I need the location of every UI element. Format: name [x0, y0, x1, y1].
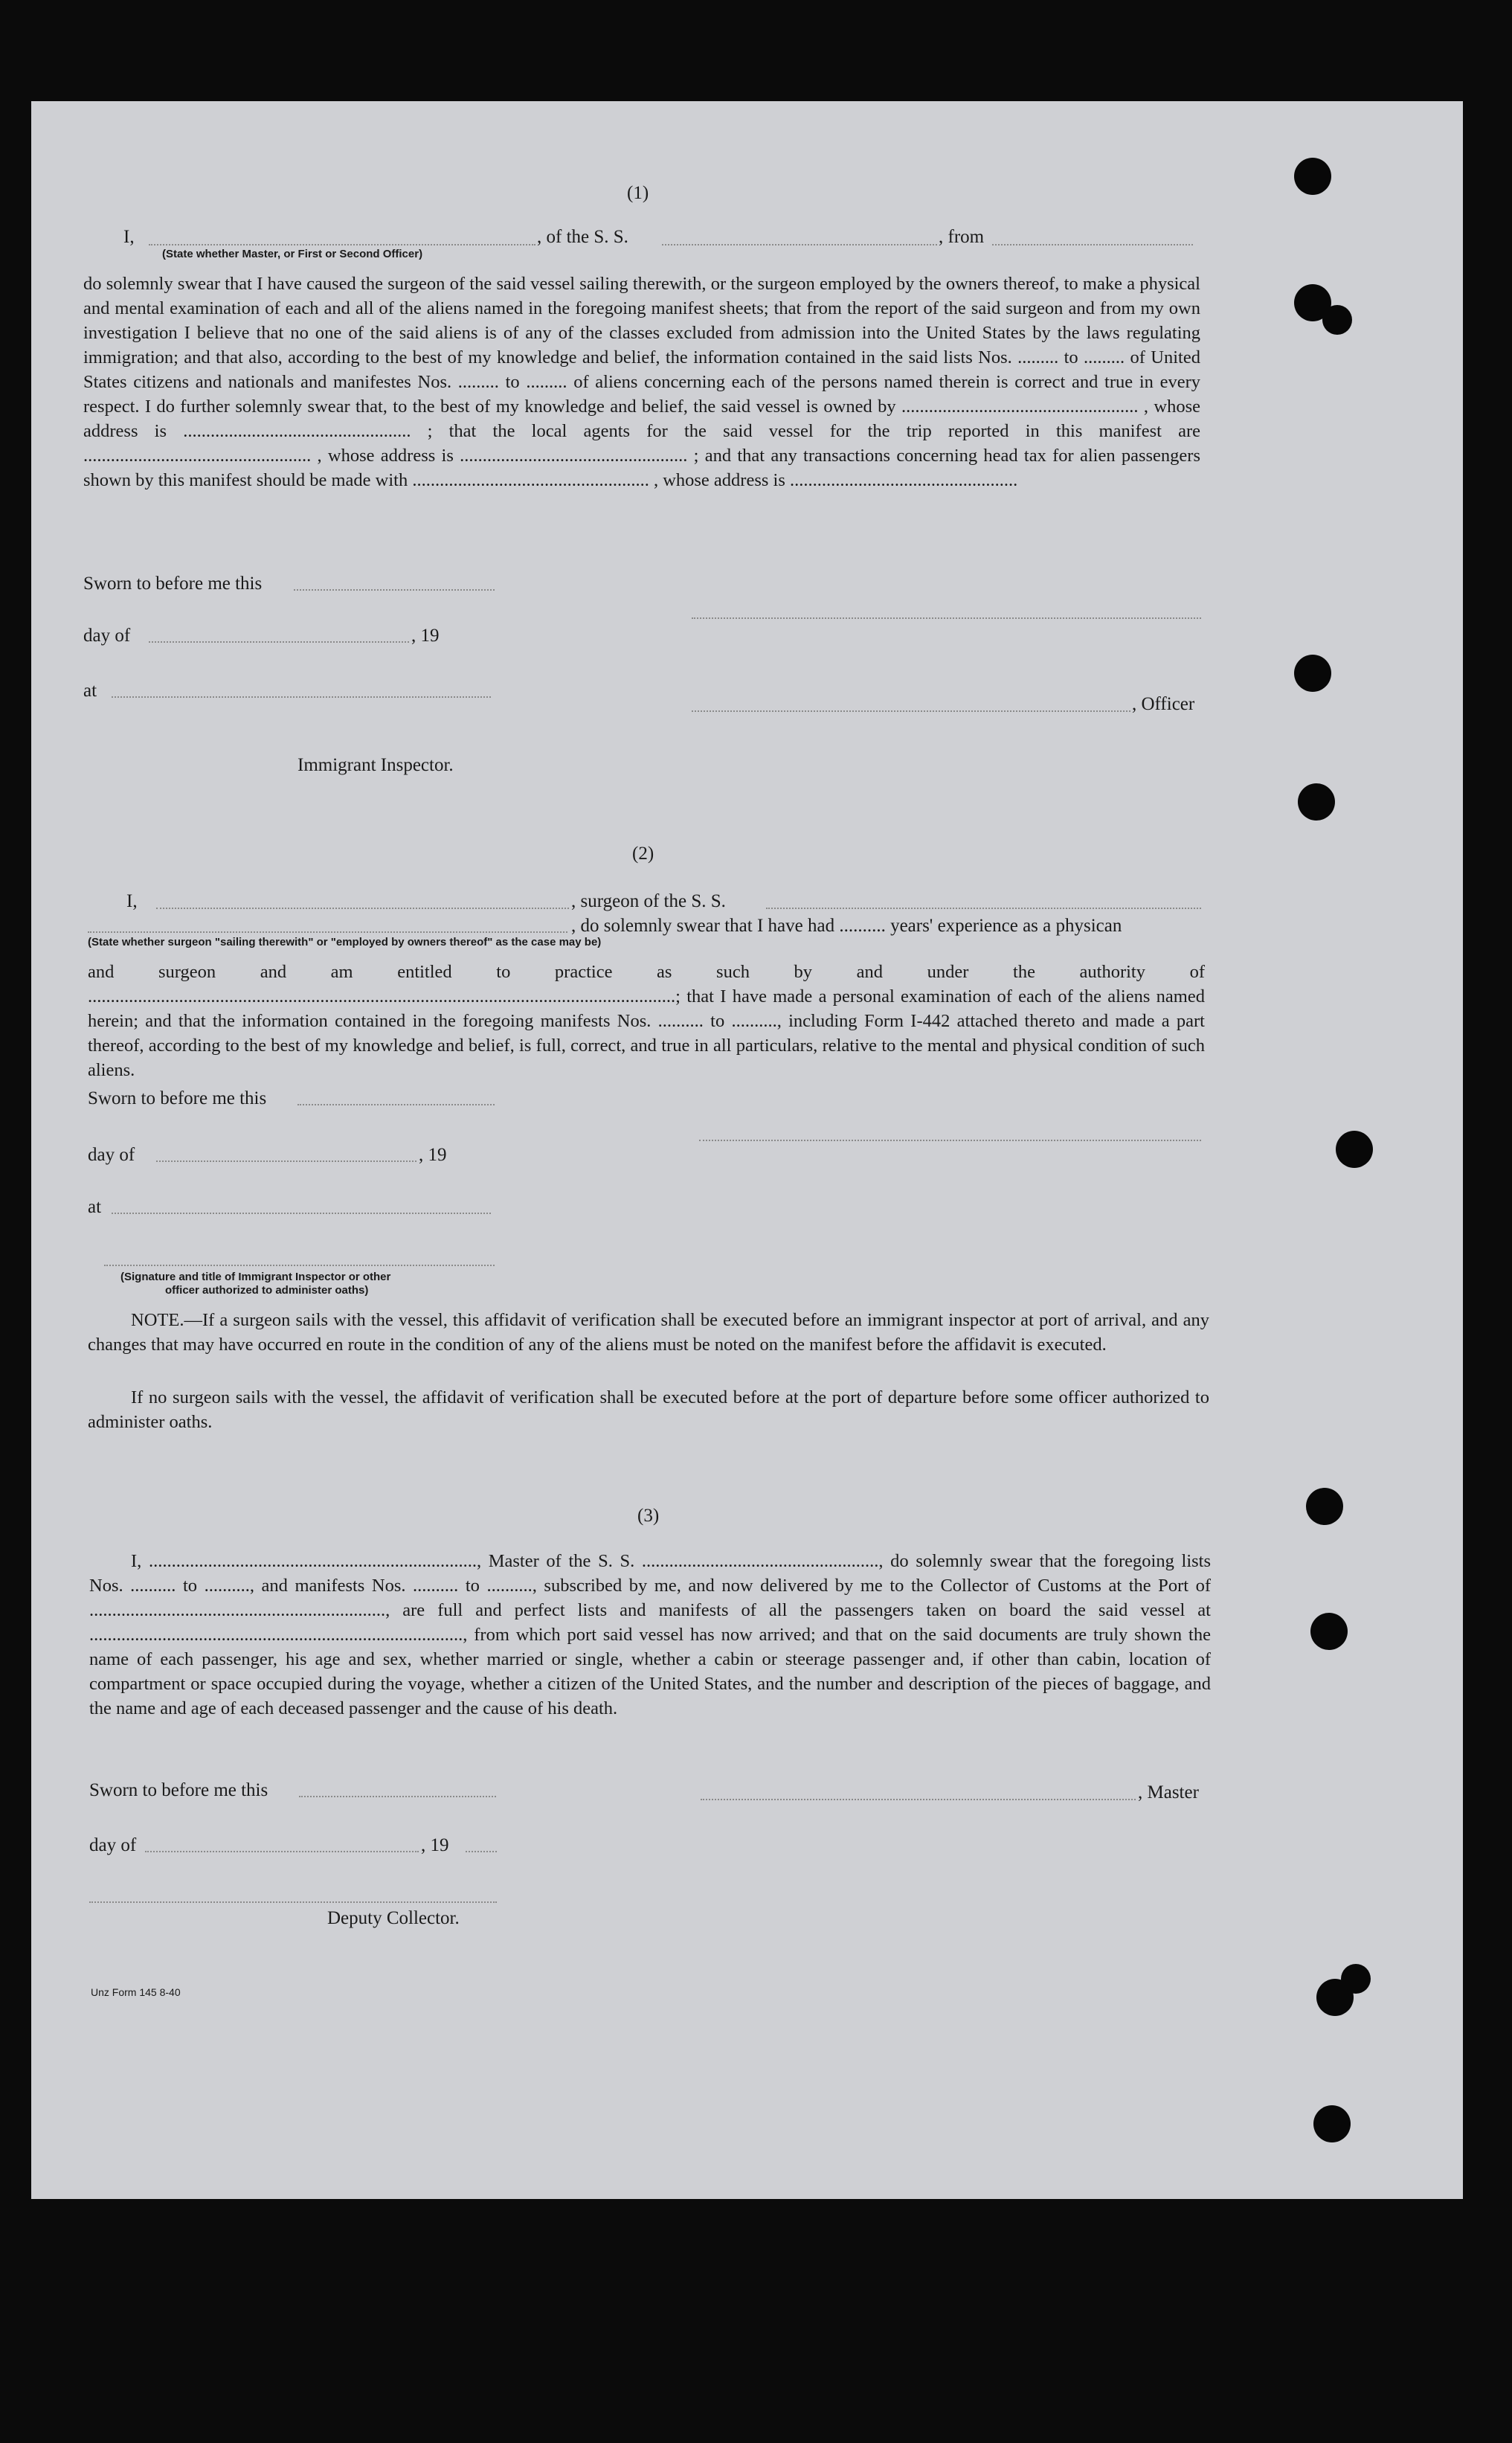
- sworn-label: Sworn to before me this: [83, 574, 263, 594]
- surgeon-name-field[interactable]: [156, 908, 569, 909]
- section-3-heading: (3): [637, 1506, 660, 1526]
- surgeon-experience-line: , do solemnly swear that I have had .......... years' experience as a physican: [571, 916, 1122, 936]
- signature-caption-2: officer authorized to administer oaths): [165, 1284, 369, 1297]
- surgeon-at-field[interactable]: [112, 1213, 491, 1214]
- surgeon-vessel-label: , surgeon of the S. S.: [571, 891, 726, 911]
- surgeon-oath-start: I,: [126, 891, 138, 911]
- section-1-paragraph: do solemnly swear that I have caused the surgeon of the said vessel sailing therewith, or the surgeon employed by the owners thereof, to make a physical and mental examination of each and all of the aliens named in the foregoing manifest sheets; that from the report of the said surgeon and from my own investigation I believe that no one of the said aliens is of any of the classes excluded from admission into the United States by the laws regulating immigration; and that also, according to the best of my knowledge and belief, the information contained in the said lists Nos. ......... to ......... of United States citizens and nationals and manifestes Nos. ......... to ......... of aliens concerning each of the persons named therein is correct and true in every respect. I do further solemnly swear that, to the best of my knowledge and belief, the said vessel is owned by .................................................... , whose address is .................................................. ; that the local agents for the said vessel for the trip reported in this manifest are .................................................. , whose address is .................................................. ; and that any transactions concerning head tax for alien passengers shown by this manifest should be made with .................................................... , whose address is ..................................................: [83, 274, 1200, 490]
- master-sworn-label: Sworn to before me this: [89, 1780, 268, 1800]
- master-signature-field[interactable]: [701, 1799, 1136, 1800]
- surgeon-day-of-label: day of: [88, 1145, 135, 1165]
- section-2-heading: (2): [632, 844, 654, 864]
- punch-hole: [1322, 305, 1352, 335]
- punch-hole: [1313, 2105, 1351, 2142]
- day-of-label: day of: [83, 626, 131, 646]
- year-label: , 19: [411, 626, 440, 646]
- punch-hole: [1306, 1488, 1343, 1525]
- surgeon-day-of-field[interactable]: [156, 1160, 416, 1162]
- at-field[interactable]: [112, 696, 491, 698]
- master-day-of-label: day of: [89, 1835, 137, 1855]
- master-day-of-field[interactable]: [145, 1851, 419, 1852]
- officer-label: , Officer: [1132, 694, 1195, 714]
- punch-hole: [1294, 655, 1331, 692]
- surgeon-sworn-label: Sworn to before me this: [88, 1088, 267, 1108]
- surgeon-type-field[interactable]: [88, 931, 567, 933]
- sworn-date-field[interactable]: [294, 589, 495, 591]
- immigrant-inspector-label: Immigrant Inspector.: [297, 755, 454, 775]
- surgeon-sworn-field[interactable]: [297, 1104, 495, 1105]
- master-label: , Master: [1138, 1782, 1199, 1802]
- surgeon-signature-field[interactable]: [699, 1140, 1201, 1141]
- punch-hole: [1310, 1613, 1348, 1650]
- section-3-paragraph: I, ........................................................................, Master of the S. S. ...................................................., do solemnly swear that the foregoing lists Nos. .......... to .........., and manifests Nos. .......... to .........., subscribed by me, and now delivered by me to the Collector of Customs at the Port of ................................................................., are full and perfect lists and manifests of all the passengers taken on board the said vessel at .................................................................................., from which port said vessel has now arrived; and that on the said documents are truly shown the name of each passenger, his age and sex, whether married or single, whether a cabin or steerage passenger and, if other than cabin, location of compartment or space occupied during the voyage, whether a citizen of the United States, and the number and description of the pieces of baggage, and the name and age of each deceased passenger and the cause of his death.: [89, 1551, 1211, 1718]
- inspector-signature-field[interactable]: [104, 1265, 495, 1266]
- surgeon-caption: (State whether surgeon "sailing therewith" or "employed by owners thereof" as the case may be): [88, 936, 602, 948]
- note-paragraph-2: If no surgeon sails with the vessel, the affidavit of verification shall be executed before at the port of departure before some officer authorized to administer oaths.: [88, 1387, 1209, 1432]
- section-2-paragraph: and surgeon and am entitled to practice as such by and under the authority of .................................................................................................................................; that I have made a personal examination of each of the aliens named herein; and that the information contained in the foregoing manifests Nos. .......... to .........., including Form I-442 attached thereto and made a part thereof, according to the best of my knowledge and belief, is full, correct, and true in all particulars, relative to the mental and physical condition of such aliens.: [88, 962, 1205, 1080]
- master-sworn-field[interactable]: [299, 1796, 496, 1797]
- punch-hole: [1341, 1964, 1371, 1994]
- deputy-signature-field[interactable]: [89, 1901, 497, 1903]
- officer-name-field[interactable]: [149, 244, 535, 245]
- vessel-name-field[interactable]: [662, 244, 937, 245]
- signature-caption-1: (Signature and title of Immigrant Inspector or other: [120, 1271, 391, 1283]
- vessel-label: , of the S. S.: [537, 227, 628, 247]
- master-year-label: , 19: [421, 1835, 449, 1855]
- officer-caption: (State whether Master, or First or Second Officer): [162, 248, 423, 260]
- from-port-field[interactable]: [992, 244, 1193, 245]
- note-paragraph-1: NOTE.—If a surgeon sails with the vessel, this affidavit of verification shall be executed before an immigrant inspector at port of arrival, and any changes that may have occurred en route in the condition of any of the aliens must be noted on the manifest before the affidavit is executed.: [88, 1310, 1209, 1355]
- section-1-heading: (1): [627, 183, 649, 203]
- surgeon-year-label: , 19: [419, 1145, 447, 1165]
- punch-hole: [1336, 1131, 1373, 1168]
- officer-signature-field[interactable]: [692, 617, 1201, 619]
- officer-line-field[interactable]: [692, 710, 1130, 712]
- day-of-field[interactable]: [149, 641, 409, 643]
- surgeon-at-label: at: [88, 1197, 102, 1217]
- punch-hole: [1298, 783, 1335, 821]
- form-number: Unz Form 145 8-40: [91, 1986, 181, 1998]
- oath-line-start: I,: [123, 227, 135, 247]
- from-label: , from: [939, 227, 985, 247]
- deputy-collector-label: Deputy Collector.: [327, 1908, 460, 1928]
- punch-hole: [1294, 158, 1331, 195]
- master-year-field[interactable]: [466, 1851, 497, 1852]
- surgeon-vessel-field[interactable]: [766, 908, 1201, 909]
- at-label: at: [83, 681, 97, 701]
